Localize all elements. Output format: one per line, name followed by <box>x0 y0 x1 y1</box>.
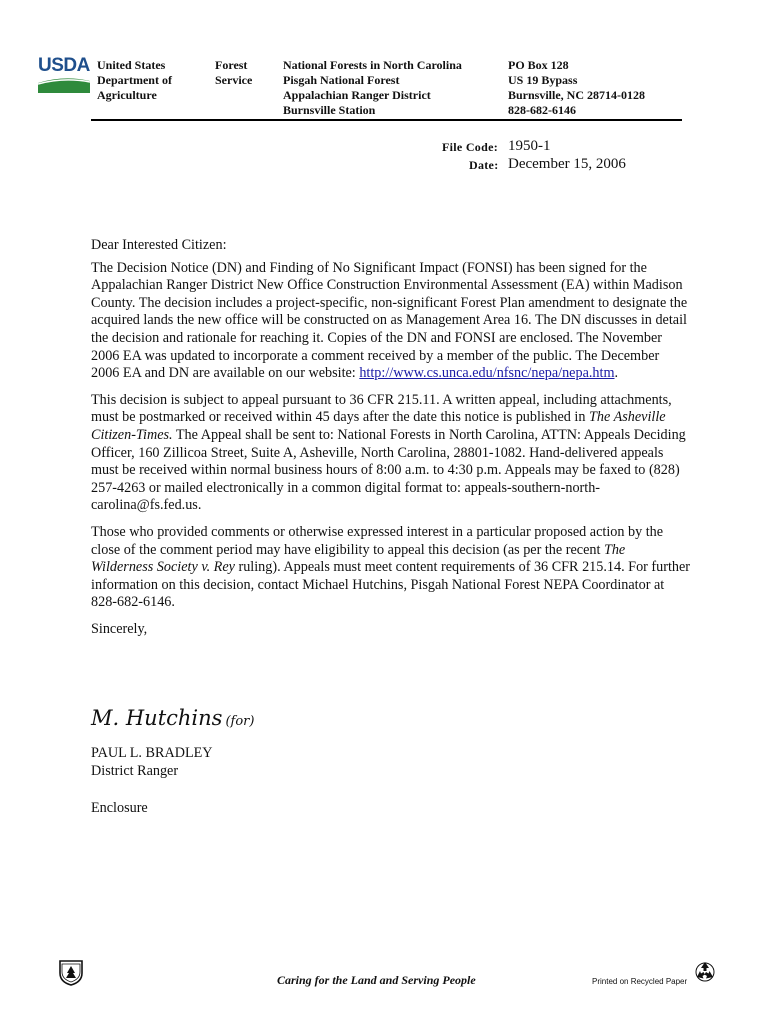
signature <box>91 706 254 730</box>
usda-logo-text: USDA <box>38 55 90 76</box>
paragraph-text: This decision is subject to appeal pursuant to 36 CFR 215.11. A written appeal, including attachments, must be postmarked or received within 45 days after the date this notice is published in <box>91 391 672 426</box>
date-label: Date: <box>469 158 499 172</box>
usda-swoosh-icon <box>38 77 90 93</box>
office-line: Appalachian Ranger District <box>283 88 431 102</box>
signature-for: (for) <box>225 714 255 729</box>
usda-logo <box>38 56 90 96</box>
file-code-label: File Code: <box>442 140 498 154</box>
recycled-paper-note: Printed on Recycled Paper <box>592 977 688 986</box>
recycle-icon <box>694 960 716 982</box>
signer-block <box>91 745 213 780</box>
paragraph-end: . <box>614 365 619 382</box>
department-line: Department of <box>97 73 172 87</box>
paragraph-text: Those who provided comments or otherwise expressed interest in a particular proposed action by the close of the comment period may have eligibility to appeal this decision (as per the recent <box>91 523 664 558</box>
newspaper-title: The Asheville Citizen-Times. <box>91 409 666 443</box>
website-link[interactable]: http://www.cs.unca.edu/nfsnc/nepa/nepa.htm <box>359 365 615 382</box>
department-line: United States <box>97 58 166 72</box>
header-service <box>215 58 252 88</box>
office-line: National Forests in North Carolina <box>283 58 462 72</box>
service-line: Service <box>215 73 253 87</box>
header-office <box>283 58 462 118</box>
forest-service-shield-icon <box>58 958 84 986</box>
signer-name: PAUL L. BRADLEY <box>91 745 213 761</box>
file-code-value: 1950-1 <box>508 138 551 154</box>
date-value: December 15, 2006 <box>508 156 626 172</box>
signer-title: District Ranger <box>91 762 179 779</box>
paragraph-decision <box>91 260 691 383</box>
signature-name: M. Hutchins <box>91 706 223 730</box>
paragraph-text: ruling). Appeals must meet content requirements of 36 CFR 215.14. For further information on this decision, contact Michael Hutchins, Pisgah National Forest NEPA Coordinator at 828-682-6146. <box>91 559 691 611</box>
closing: Sincerely, <box>91 620 148 637</box>
footer-motto: Caring for the Land and Serving People <box>277 973 476 987</box>
address-line: PO Box 128 <box>508 58 569 72</box>
paragraph-appeal <box>91 392 691 515</box>
service-line: Forest <box>215 58 248 72</box>
paragraph-text: The Decision Notice (DN) and Finding of No Significant Impact (FONSI) has been signed for the Appalachian Ranger District New Office Construction Environmental Assessment (EA) within Madison County. The decision includes a project-specific, non-significant Forest Plan amendment to designate the acquired lands the new office will be constructed on as Management Area 16. The DN discusses in detail the decision and rationale for reaching it. Copies of the DN and FONSI are enclosed. The November 2006 EA was updated to incorporate a comment received by a member of the public. The December 2006 EA and DN are available on our website: <box>91 259 688 382</box>
address-line: Burnsville, NC 28714-0128 <box>508 88 646 102</box>
address-line: US 19 Bypass <box>508 73 578 87</box>
department-line: Agriculture <box>97 88 157 102</box>
paragraph-text: The Appeal shall be sent to: National Forests in North Carolina, ATTN: Appeals Deciding Officer, 160 Zillicoa Street, Suite A, Asheville, North Carolina, 28801-1082. Hand-delivered appeals must be received within normal business hours of 8:00 a.m. to 4:30 p.m. Appeals may be faxed to (828) 257-4263 or mailed electronically in a common digital format to: appeals-southern-north-carolina@fs.fed.us. <box>91 426 686 514</box>
case-title: The Wilderness Society v. Rey <box>91 541 626 576</box>
enclosure-note: Enclosure <box>91 800 148 816</box>
office-line: Pisgah National Forest <box>283 73 400 87</box>
paragraph-eligibility <box>91 524 691 612</box>
header-divider <box>91 119 682 121</box>
address-line: 828-682-6146 <box>508 103 576 117</box>
letter-body <box>91 237 691 647</box>
header-address <box>508 58 645 118</box>
office-line: Burnsville Station <box>283 103 376 117</box>
salutation: Dear Interested Citizen: <box>91 237 227 253</box>
header-department <box>97 58 172 103</box>
